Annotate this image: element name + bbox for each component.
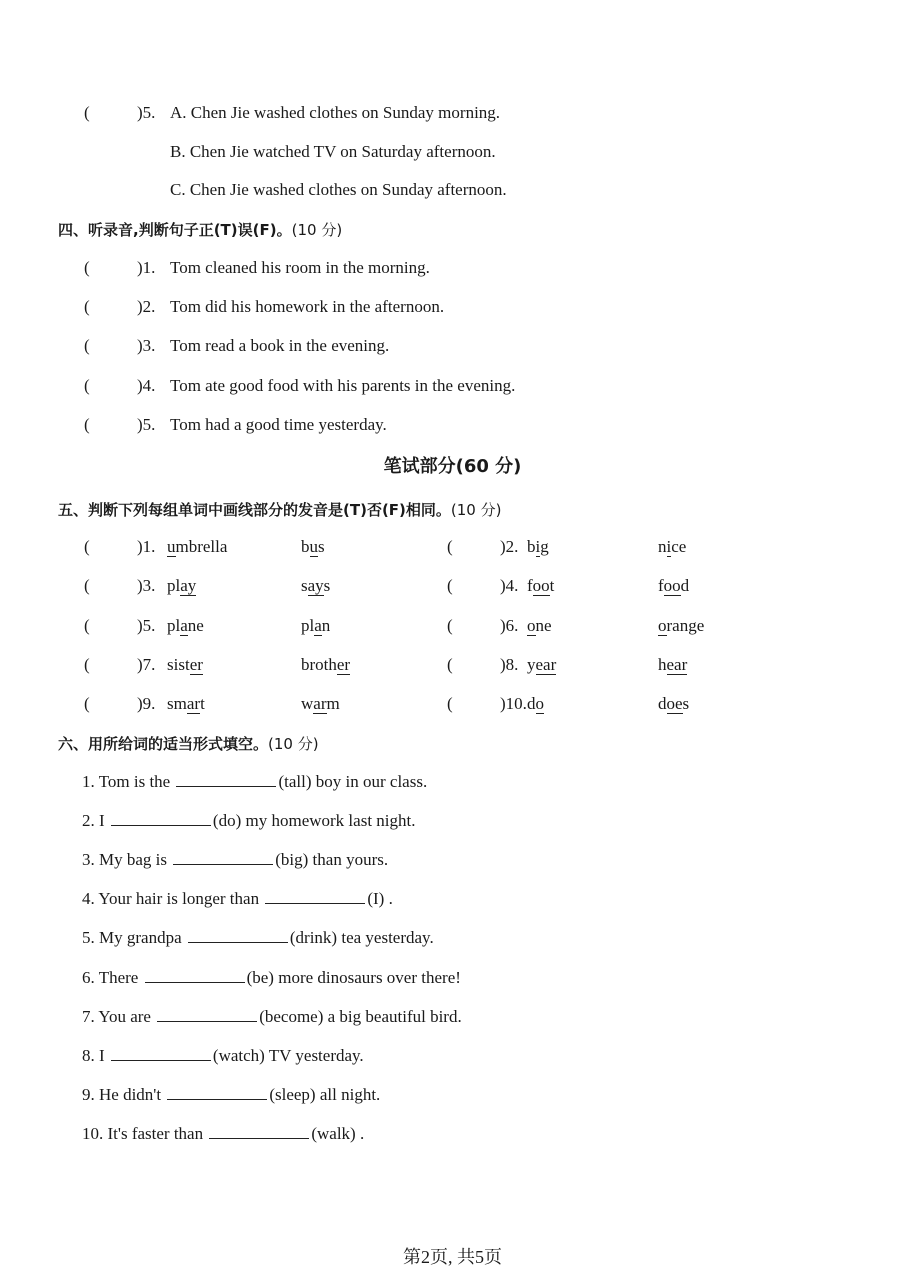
option-text: C. Chen Jie washed clothes on Sunday afternoon. xyxy=(170,180,507,199)
word-part: h xyxy=(658,654,667,674)
answer-paren[interactable]: ( xyxy=(84,654,90,674)
word-part: m xyxy=(326,694,340,714)
sentence-end: . xyxy=(359,1123,365,1143)
sentence-end: all night. xyxy=(319,1084,381,1104)
sentence-end: boy in our class. xyxy=(315,772,428,791)
question-text: Tom had a good time yesterday. xyxy=(170,414,387,434)
word xyxy=(301,614,330,638)
sentence-start: 6. There xyxy=(82,967,139,987)
word-part: broth xyxy=(301,654,337,674)
underlined-part: i xyxy=(666,537,672,556)
word-part: f xyxy=(527,576,533,596)
question-number: )1. xyxy=(137,258,156,277)
word-hint: (be) xyxy=(246,967,274,987)
answer-paren[interactable]: ( xyxy=(447,576,453,596)
question-number: )2. xyxy=(137,297,156,317)
word-part: sm xyxy=(167,694,187,714)
underlined-part: i xyxy=(535,537,541,556)
answer-paren[interactable]: ( xyxy=(84,694,90,714)
word-part: range xyxy=(666,615,705,635)
word-part: b xyxy=(527,537,536,556)
sentence-start: 4. Your hair is longer than xyxy=(82,889,260,909)
fill-in-sentence xyxy=(82,1122,364,1146)
underlined-part: u xyxy=(167,537,176,556)
word xyxy=(301,653,350,677)
answer-paren[interactable]: ( xyxy=(84,615,90,635)
word-part: g xyxy=(540,537,549,556)
sentence-end: . xyxy=(388,889,393,909)
fill-in-sentence xyxy=(82,770,427,794)
question-number: )3. xyxy=(137,576,156,596)
fill-in-sentence xyxy=(82,966,461,990)
sentence-start: 5. My grandpa xyxy=(82,928,182,948)
word-part: pl xyxy=(167,576,181,596)
answer-blank[interactable] xyxy=(265,887,365,904)
fill-in-sentence xyxy=(82,848,388,872)
question-number: )1. xyxy=(137,537,156,556)
sentence-start: 8. I xyxy=(82,1045,105,1065)
word-part: d xyxy=(680,576,690,596)
word-hint: (become) xyxy=(259,1006,324,1026)
question-number: )3. xyxy=(137,336,156,356)
word-hint: (big) xyxy=(275,850,309,870)
answer-blank[interactable] xyxy=(176,770,276,787)
underlined-part: ar xyxy=(313,694,327,714)
word-part: t xyxy=(200,694,205,714)
word xyxy=(658,574,689,598)
section-title: 笔试部分(60 分) xyxy=(383,456,522,477)
word xyxy=(301,574,330,598)
word-part: d xyxy=(527,694,536,714)
page-footer: 第2页, 共5页 xyxy=(403,1247,502,1267)
sentence-end: a big beautiful bird. xyxy=(327,1006,462,1026)
underlined-part: er xyxy=(336,654,351,674)
word xyxy=(658,535,686,559)
word-hint: (I) xyxy=(367,889,385,909)
sentence-end: my homework last night. xyxy=(245,811,416,831)
word-part: ne xyxy=(187,615,204,635)
answer-paren[interactable]: ( xyxy=(84,537,90,556)
option-text: A. Chen Jie washed clothes on Sunday morning. xyxy=(170,103,501,122)
answer-blank[interactable] xyxy=(167,1083,267,1100)
word xyxy=(167,574,196,598)
word-part: ce xyxy=(671,537,687,556)
word xyxy=(167,692,205,716)
word-part: b xyxy=(301,537,310,556)
section-heading xyxy=(58,498,501,522)
sentence-start: 7. You are xyxy=(82,1006,151,1026)
word-part: n xyxy=(321,615,331,635)
question-number: )9. xyxy=(137,694,156,714)
fill-in-sentence xyxy=(82,809,415,833)
question-number: )4. xyxy=(137,375,156,395)
answer-blank[interactable] xyxy=(173,848,273,865)
underlined-part: ar xyxy=(186,694,201,714)
underlined-part: oo xyxy=(663,576,681,596)
sentence-start: 10. It's faster than xyxy=(82,1123,204,1143)
word-part: s xyxy=(318,537,325,556)
sentence-start: 9. He didn't xyxy=(82,1084,162,1104)
sentence-end: more dinosaurs over there! xyxy=(278,967,461,987)
word-part: d xyxy=(658,694,667,714)
question-number: )10. xyxy=(500,694,527,714)
word xyxy=(167,653,203,677)
option-text: B. Chen Jie watched TV on Saturday afternoon. xyxy=(170,142,496,161)
answer-blank[interactable] xyxy=(209,1122,309,1139)
fill-in-sentence xyxy=(82,926,434,950)
word-part: s xyxy=(301,576,308,596)
heading-text: 五、判断下列每组单词中画线部分的发音是(T)否(F)相同。 xyxy=(58,501,451,519)
underlined-part: oo xyxy=(532,576,550,596)
underlined-part: o xyxy=(658,615,667,635)
fill-in-sentence xyxy=(82,1044,364,1068)
underlined-part: ear xyxy=(535,654,557,674)
question-number: )8. xyxy=(500,654,519,674)
word-hint: (watch) xyxy=(212,1045,265,1065)
word-hint: (drink) xyxy=(289,928,338,948)
underlined-part: er xyxy=(189,654,203,674)
word xyxy=(527,653,556,677)
underlined-part: ay xyxy=(307,576,324,596)
word-part: w xyxy=(301,694,314,714)
heading-text: 四、听录音,判断句子正(T)误(F)。 xyxy=(58,221,292,239)
answer-paren[interactable]: ( xyxy=(447,654,453,674)
word-part: n xyxy=(658,537,667,556)
word-hint: (do) xyxy=(212,811,242,831)
word-part: t xyxy=(549,576,555,596)
question-number: )5. xyxy=(137,615,156,635)
word-part: pl xyxy=(167,615,181,635)
answer-paren[interactable]: ( xyxy=(447,537,453,556)
word-hint: (sleep) xyxy=(269,1084,316,1104)
word-hint: (tall) xyxy=(278,772,312,791)
sentence-end: tea yesterday. xyxy=(341,928,434,948)
word xyxy=(301,535,325,559)
answer-blank[interactable] xyxy=(145,966,245,983)
heading-points: (10 分) xyxy=(268,735,319,753)
sentence-start: 3. My bag is xyxy=(82,850,167,870)
answer-blank[interactable] xyxy=(188,926,288,943)
word-part: ne xyxy=(535,615,552,635)
word xyxy=(658,692,689,716)
underlined-part: oe xyxy=(666,694,683,714)
word-part: f xyxy=(658,576,664,596)
word-hint: (walk) xyxy=(311,1123,356,1143)
sentence-start: 1. Tom is the xyxy=(82,772,171,791)
word-part: sist xyxy=(167,654,190,674)
answer-blank[interactable] xyxy=(111,1044,211,1061)
heading-points: (10 分) xyxy=(450,501,502,519)
underlined-part: o xyxy=(535,694,544,714)
underlined-part: a xyxy=(314,615,322,635)
answer-paren[interactable]: ( xyxy=(84,297,90,317)
word xyxy=(301,692,340,716)
fill-in-sentence xyxy=(82,1083,380,1107)
question-number: )7. xyxy=(137,654,156,674)
question-number: )5. xyxy=(137,414,156,434)
heading-points: (10 分) xyxy=(291,221,343,239)
answer-paren[interactable]: ( xyxy=(84,414,90,434)
question-text: Tom ate good food with his parents in the evening. xyxy=(170,375,516,395)
question-text: Tom read a book in the evening. xyxy=(170,336,390,356)
word xyxy=(527,574,554,598)
underlined-part: u xyxy=(309,537,318,556)
answer-paren[interactable]: ( xyxy=(84,103,90,122)
word xyxy=(527,614,552,638)
answer-paren[interactable]: ( xyxy=(447,694,453,714)
question-number: )4. xyxy=(500,576,519,596)
heading-text: 六、用所给词的适当形式填空。 xyxy=(58,735,269,753)
answer-paren[interactable]: ( xyxy=(84,576,90,596)
section-heading xyxy=(58,732,319,756)
section-heading xyxy=(58,218,342,242)
fill-in-sentence xyxy=(82,887,393,911)
word-part: mbrella xyxy=(175,537,228,556)
answer-paren[interactable]: ( xyxy=(447,615,453,635)
word-part: s xyxy=(323,576,331,596)
answer-paren[interactable]: ( xyxy=(84,375,90,395)
word xyxy=(167,614,204,638)
sentence-end: than yours. xyxy=(312,850,389,870)
answer-paren[interactable]: ( xyxy=(84,336,90,356)
fill-in-sentence xyxy=(82,1005,462,1029)
word xyxy=(658,653,687,677)
word xyxy=(658,614,704,638)
answer-blank[interactable] xyxy=(157,1005,257,1022)
word xyxy=(527,535,549,559)
sentence-end: TV yesterday. xyxy=(268,1045,364,1065)
question-number: )5. xyxy=(137,103,156,122)
word xyxy=(167,535,227,559)
question-text: Tom cleaned his room in the morning. xyxy=(170,258,430,277)
word-part: s xyxy=(682,694,690,714)
question-number: )2. xyxy=(500,537,519,556)
word-part: pl xyxy=(301,615,315,635)
question-text: Tom did his homework in the afternoon. xyxy=(170,297,445,317)
underlined-part: o xyxy=(527,615,536,635)
answer-paren[interactable]: ( xyxy=(84,258,90,277)
answer-blank[interactable] xyxy=(111,809,211,826)
underlined-part: ear xyxy=(666,654,688,674)
sentence-start: 2. I xyxy=(82,811,105,831)
word-part: y xyxy=(527,654,536,674)
underlined-part: ay xyxy=(180,576,197,596)
underlined-part: a xyxy=(180,615,188,635)
word xyxy=(527,692,544,716)
question-number: )6. xyxy=(500,615,519,635)
